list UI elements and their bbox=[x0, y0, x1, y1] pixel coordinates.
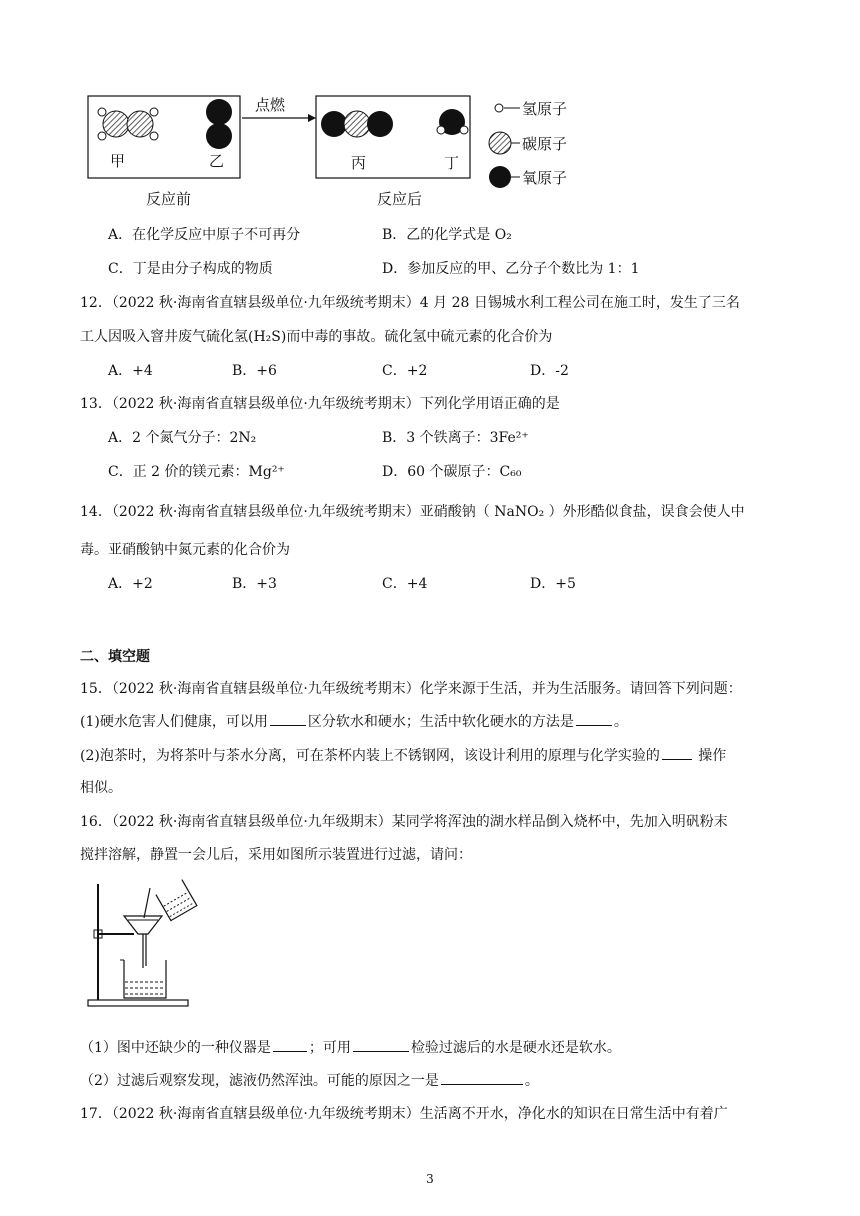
q11-option-a: A．在化学反应中原子不可再分 bbox=[108, 227, 301, 243]
q13-stem: 13．（2022 秋·海南省直辖县级单位·九年级统考期末）下列化学用语正确的是 bbox=[80, 396, 560, 412]
q12-option-c: C．+2 bbox=[382, 363, 428, 379]
label-yi: 乙 bbox=[209, 152, 225, 170]
legend-hydrogen: 氢原子 bbox=[522, 100, 568, 118]
q16-sub2-text-a: （2）过滤后观察发现，滤液仍然浑浊。可能的原因之一是 bbox=[80, 1073, 439, 1089]
q15-blank-1[interactable] bbox=[270, 711, 306, 726]
q16-stem-line2: 搅拌溶解，静置一会儿后，采用如图所示装置进行过滤，请问： bbox=[80, 847, 472, 863]
q15-part2-cont: 相似。 bbox=[80, 780, 122, 796]
q15-blank-2[interactable] bbox=[576, 711, 612, 726]
q15-blank-3[interactable] bbox=[662, 745, 692, 760]
q12-option-a: A．+4 bbox=[108, 363, 153, 379]
q12-option-b: B．+6 bbox=[232, 363, 277, 379]
q11-option-c: C．丁是由分子构成的物质 bbox=[108, 261, 273, 277]
caption-before: 反应前 bbox=[146, 190, 192, 208]
legend-carbon: 碳原子 bbox=[522, 135, 568, 153]
q16-sub2-text-b: 。 bbox=[524, 1073, 539, 1089]
q14-option-a: A．+2 bbox=[108, 576, 153, 592]
caption-after: 反应后 bbox=[377, 190, 423, 208]
q15-part1-text-b: 区分软水和硬水；生活中软化硬水的方法是 bbox=[307, 714, 574, 730]
label-bing: 丙 bbox=[351, 154, 367, 172]
q14-option-d: D．+5 bbox=[530, 576, 576, 592]
label-jia: 甲 bbox=[110, 152, 126, 170]
q15-part1 bbox=[80, 711, 628, 732]
q15-part2-text-a: (2)泡茶时，为将茶叶与茶水分离，可在茶杯内装上不锈钢网，该设计利用的原理与化学实验的 bbox=[80, 748, 660, 764]
q14-stem-line2: 毒。亚硝酸钠中氮元素的化合价为 bbox=[80, 542, 290, 558]
filtration-apparatus bbox=[84, 878, 204, 1010]
molecule-ding bbox=[437, 109, 468, 135]
q13-option-a: A．2 个氮气分子：2N₂ bbox=[108, 430, 257, 446]
q16-blank-1[interactable] bbox=[273, 1037, 307, 1052]
molecule-yi bbox=[206, 99, 232, 149]
q12-stem-line2: 工人因吸入窨井废气硫化氢(H₂S)而中毒的事故。硫化氢中硫元素的化合价为 bbox=[80, 329, 553, 345]
legend-oxygen: 氧原子 bbox=[522, 169, 568, 187]
page-number: 3 bbox=[426, 1172, 434, 1186]
q15-part1-text-c: 。 bbox=[613, 714, 628, 730]
q11-option-b: B．乙的化学式是 O₂ bbox=[382, 227, 512, 243]
q13-option-b: B．3 个铁离子：3Fe²⁺ bbox=[382, 430, 529, 446]
q15-stem: 15．（2022 秋·海南省直辖县级单位·九年级统考期末）化学来源于生活，并为生活服务。请回答下列问题： bbox=[80, 681, 742, 697]
section-heading-fill-blank: 二、填空题 bbox=[80, 649, 150, 665]
legend bbox=[489, 104, 520, 188]
q15-part1-text-a: (1)硬水危害人们健康，可以用 bbox=[80, 714, 268, 730]
q16-blank-3[interactable] bbox=[441, 1070, 523, 1085]
q16-blank-2[interactable] bbox=[353, 1037, 409, 1052]
label-ding: 丁 bbox=[444, 154, 460, 172]
q12-option-d: D．-2 bbox=[530, 363, 569, 379]
q15-part2-text-b: 操作 bbox=[693, 748, 727, 764]
q13-option-d: D．60 个碳原子：C₆₀ bbox=[382, 464, 522, 480]
q17-stem-line1: 17．（2022 秋·海南省直辖县级单位·九年级统考期末）生活离不开水，净化水的知识在日常生活中有着广 bbox=[80, 1106, 728, 1122]
q11-option-d: D．参加反应的甲、乙分子个数比为 1：1 bbox=[382, 261, 640, 277]
q16-sub1-text-c: 检验过滤后的水是硬水还是软水。 bbox=[410, 1040, 621, 1056]
q14-stem-line1: 14．（2022 秋·海南省直辖县级单位·九年级统考期末）亚硝酸钠（ NaNO₂ ）外形酷似食盐，误食会使人中 bbox=[80, 504, 745, 520]
q14-option-c: C．+4 bbox=[382, 576, 428, 592]
q16-subquestion-1 bbox=[80, 1037, 621, 1058]
q15-part2 bbox=[80, 745, 726, 766]
q16-stem-line1: 16．（2022 秋·海南省直辖县级单位·九年级期末）某同学将浑浊的湖水样品倒入烧杯中，先加入明矾粉末 bbox=[80, 814, 728, 830]
arrow-label: 点燃 bbox=[255, 96, 286, 114]
molecule-jia bbox=[98, 108, 158, 140]
q16-subquestion-2 bbox=[80, 1070, 539, 1091]
q16-sub1-text-a: （1）图中还缺少的一种仪器是 bbox=[80, 1040, 271, 1056]
q14-option-b: B．+3 bbox=[232, 576, 277, 592]
q13-option-c: C．正 2 价的镁元素：Mg²⁺ bbox=[108, 464, 285, 480]
q12-stem-line1: 12．（2022 秋·海南省直辖县级单位·九年级统考期末）4 月 28 日锡城水利工程公司在施工时，发生了三名 bbox=[80, 295, 740, 311]
q16-sub1-text-b: ；可用 bbox=[308, 1040, 351, 1056]
molecule-bing bbox=[321, 111, 393, 137]
